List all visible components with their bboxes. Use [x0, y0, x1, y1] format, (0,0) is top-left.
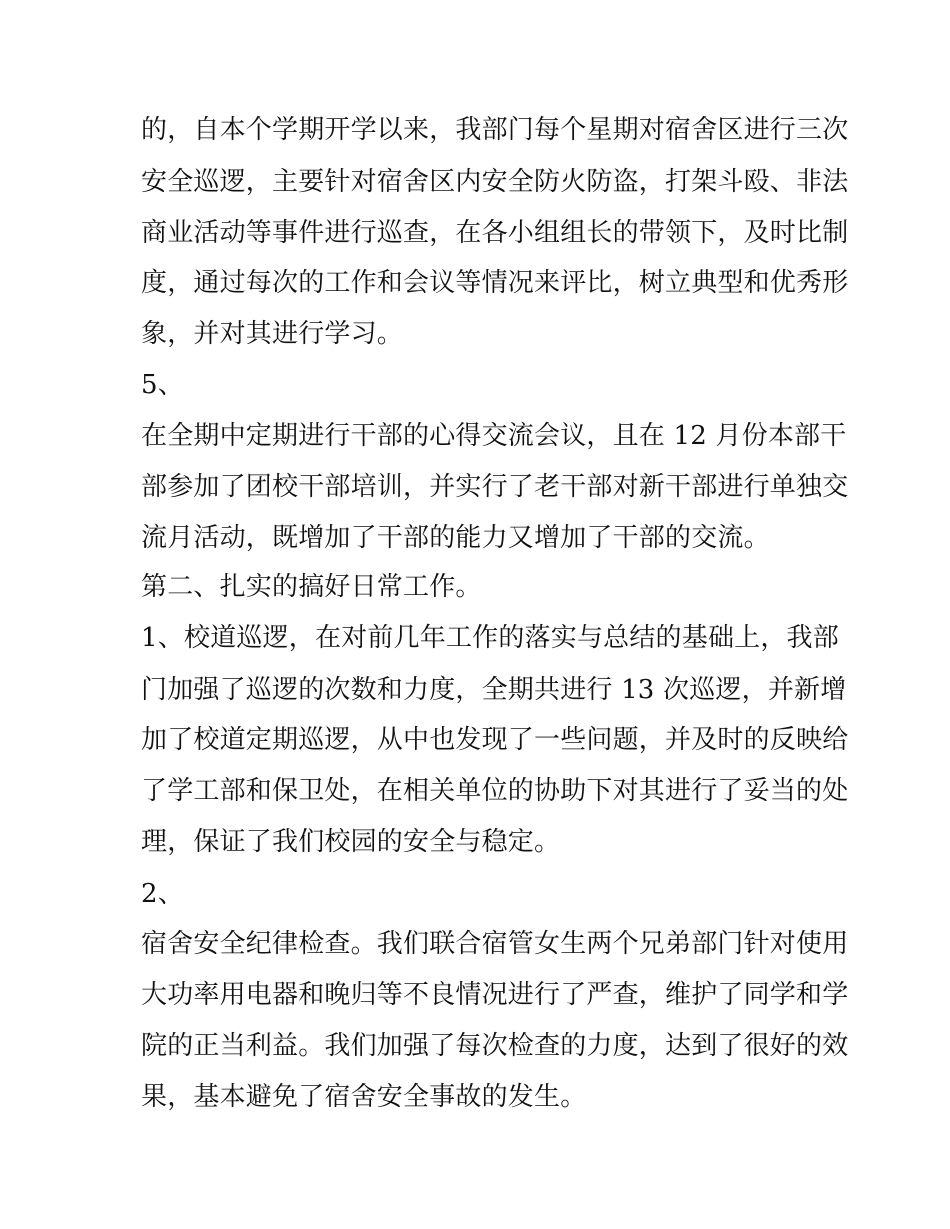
text-line-4: 度，通过每次的工作和会议等情况来评比，树立典型和优秀形 [141, 268, 849, 298]
item-number-5: 5、 [141, 370, 184, 400]
text-line-17: 宿舍安全纪律检查。我们联合宿管女生两个兄弟部门针对使用 [141, 929, 849, 959]
text-line-7: 在全期中定期进行干部的心得交流会议，且在 12 月份本部干 [141, 421, 847, 451]
text-line-13: 加了校道定期巡逻，从中也发现了一些问题，并及时的反映给 [141, 725, 849, 755]
section-heading: 第二、扎实的搞好日常工作。 [141, 572, 482, 602]
text-line-15: 理，保证了我们校园的安全与稳定。 [141, 827, 561, 857]
text-line-3: 商业活动等事件进行巡查，在各小组组长的带领下，及时比制 [141, 218, 849, 248]
item-number-2: 2、 [141, 879, 184, 909]
text-line-20: 果，基本避免了宿舍安全事故的发生。 [141, 1082, 587, 1112]
text-line-18: 大功率用电器和晚归等不良情况进行了严查，维护了同学和学 [141, 980, 849, 1010]
text-line-8: 部参加了团校干部培训，并实行了老干部对新干部进行单独交 [141, 472, 849, 502]
text-line-2: 安全巡逻，主要针对宿舍区内安全防火防盗，打架斗殴、非法 [141, 167, 849, 197]
text-line-9: 流月活动，既增加了干部的能力又增加了干部的交流。 [141, 523, 770, 553]
text-line-1: 的，自本个学期开学以来，我部门每个星期对宿舍区进行三次 [141, 115, 849, 145]
text-line-19: 院的正当利益。我们加强了每次检查的力度，达到了很好的效 [141, 1031, 849, 1061]
text-line-14: 了学工部和保卫处，在相关单位的协助下对其进行了妥当的处 [141, 776, 849, 806]
text-line-5: 象，并对其进行学习。 [141, 319, 404, 349]
text-line-12: 门加强了巡逻的次数和力度，全期共进行 13 次巡逻，并新增 [141, 675, 847, 705]
text-line-11: 1、校道巡逻，在对前几年工作的落实与总结的基础上，我部 [141, 623, 839, 653]
